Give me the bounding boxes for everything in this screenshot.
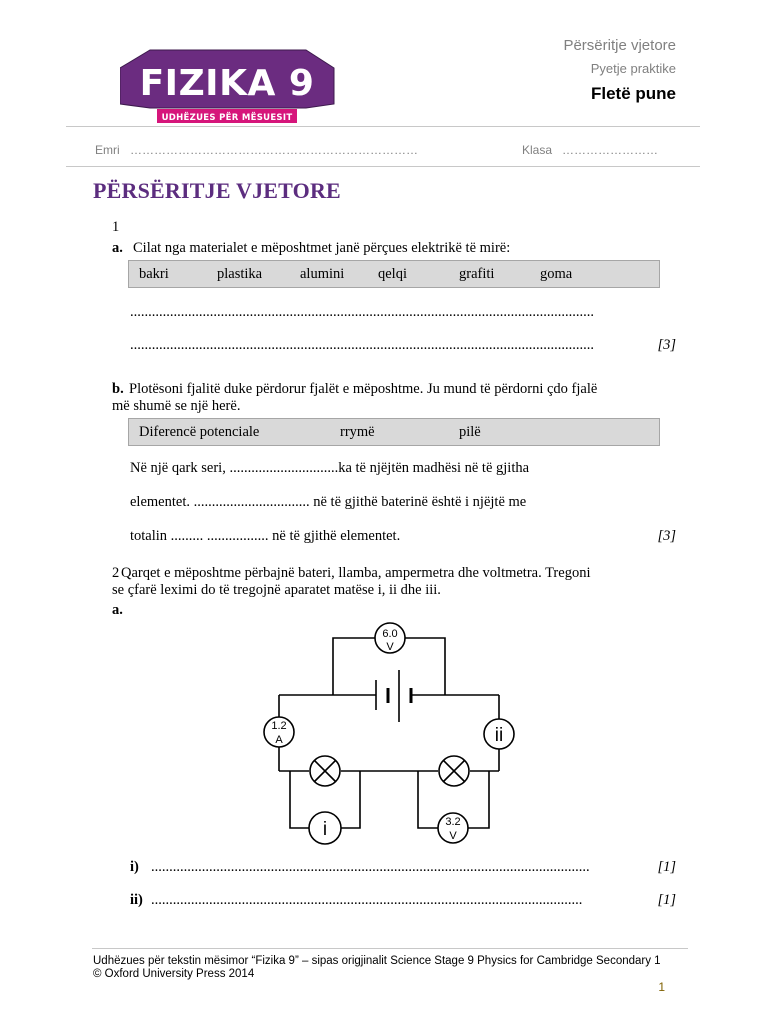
q1a-marks: [3] <box>657 337 676 353</box>
footer-text <box>93 955 661 981</box>
meter-i-label: i <box>322 819 328 840</box>
logo-subtitle: UDHËZUES PËR MËSUESIT <box>161 113 293 123</box>
fill-in-sentence[interactable]: elementet. ................................ në të gjithë baterinë është i njëjtë me <box>130 494 527 510</box>
voltmeter-top-value: 6.0 <box>382 628 398 640</box>
fill-in-sentence[interactable]: Në një qark seri, ..............................ka të njëjtën madhësi në të gjitha <box>130 460 530 476</box>
class-label: Klasa <box>522 143 553 157</box>
q2-text-cont: se çfarë leximi do të tregojnë aparatet matëse i, ii dhe iii. <box>112 582 441 598</box>
material-word: qelqi <box>378 266 407 282</box>
q1b-text-cont: më shumë se një herë. <box>112 398 241 414</box>
answer-ii-marks: [1] <box>657 892 676 908</box>
material-word: grafiti <box>459 266 495 282</box>
page-number: 1 <box>658 980 665 994</box>
material-word: alumini <box>300 266 345 282</box>
q1b-marks: [3] <box>657 528 676 544</box>
q1a-label: a. <box>112 240 123 256</box>
ammeter-left-value: 1.2 <box>271 720 287 732</box>
word-bank-item: pilë <box>459 424 481 440</box>
q1b-text: Plotësoni fjalitë duke përdorur fjalët e mëposhtme. Ju mund të përdorni çdo fjalë <box>129 381 598 397</box>
voltmeter-bottom-value: 3.2 <box>445 816 461 828</box>
doc-type-label: Fletë pune <box>590 84 676 103</box>
answer-ii-label: ii) <box>130 892 143 908</box>
q1a-answer-line[interactable]: ................................................................................................................................ <box>130 304 594 320</box>
word-bank-item: rrymë <box>340 424 375 440</box>
answer-i-line[interactable]: ......................................................................................................................... <box>151 859 590 875</box>
lamp-icon <box>310 756 340 786</box>
material-word: plastika <box>217 266 263 282</box>
material-word: goma <box>540 266 573 282</box>
subtitle-label: Pyetje praktike <box>590 61 676 76</box>
answer-i-label: i) <box>130 859 139 875</box>
q2-number: 2 <box>112 565 120 581</box>
answer-i-marks: [1] <box>657 859 676 875</box>
series-label: Përsëritje vjetore <box>563 37 676 54</box>
q1b-label: b. <box>112 381 124 397</box>
q2-text: Qarqet e mëposhtme përbajnë bateri, llamba, ampermetra dhe voltmetra. Tregoni <box>121 565 591 581</box>
q1a-text: Cilat nga materialet e mëposhtmet janë përçues elektrikë të mirë: <box>133 240 511 256</box>
ammeter-left-unit: A <box>275 734 283 746</box>
word-bank-item: Diferencë potenciale <box>139 424 260 440</box>
name-field[interactable]: ……………………………………………………………… <box>130 143 418 157</box>
logo-text: FIZIKA 9 <box>139 63 315 104</box>
answer-ii-line[interactable]: ....................................................................................................................... <box>151 892 583 908</box>
q1-number: 1 <box>112 219 120 235</box>
voltmeter-top-unit: V <box>386 641 394 653</box>
lamp-icon <box>439 756 469 786</box>
fill-in-sentence[interactable]: totalin ......... ................. në të gjithë elementet. <box>130 528 401 544</box>
q2a-label: a. <box>112 602 123 618</box>
name-label: Emri <box>95 143 120 157</box>
footer-divider <box>92 948 688 949</box>
q1a-answer-line[interactable]: ................................................................................................................................ <box>130 337 594 353</box>
footer-line: Udhëzues për tekstin mësimor “Fizika 9” – sipas origjinalit Science Stage 9 Physics for Cambridge Secondary 1 <box>93 955 661 967</box>
class-field[interactable]: …………………… <box>562 143 658 157</box>
page-title: PËRSËRITJE VJETORE <box>93 178 341 203</box>
voltmeter-bottom-unit: V <box>449 830 457 842</box>
meter-ii-label: ii <box>494 725 504 746</box>
footer-line: © Oxford University Press 2014 <box>93 968 255 980</box>
material-word: bakri <box>139 266 169 282</box>
